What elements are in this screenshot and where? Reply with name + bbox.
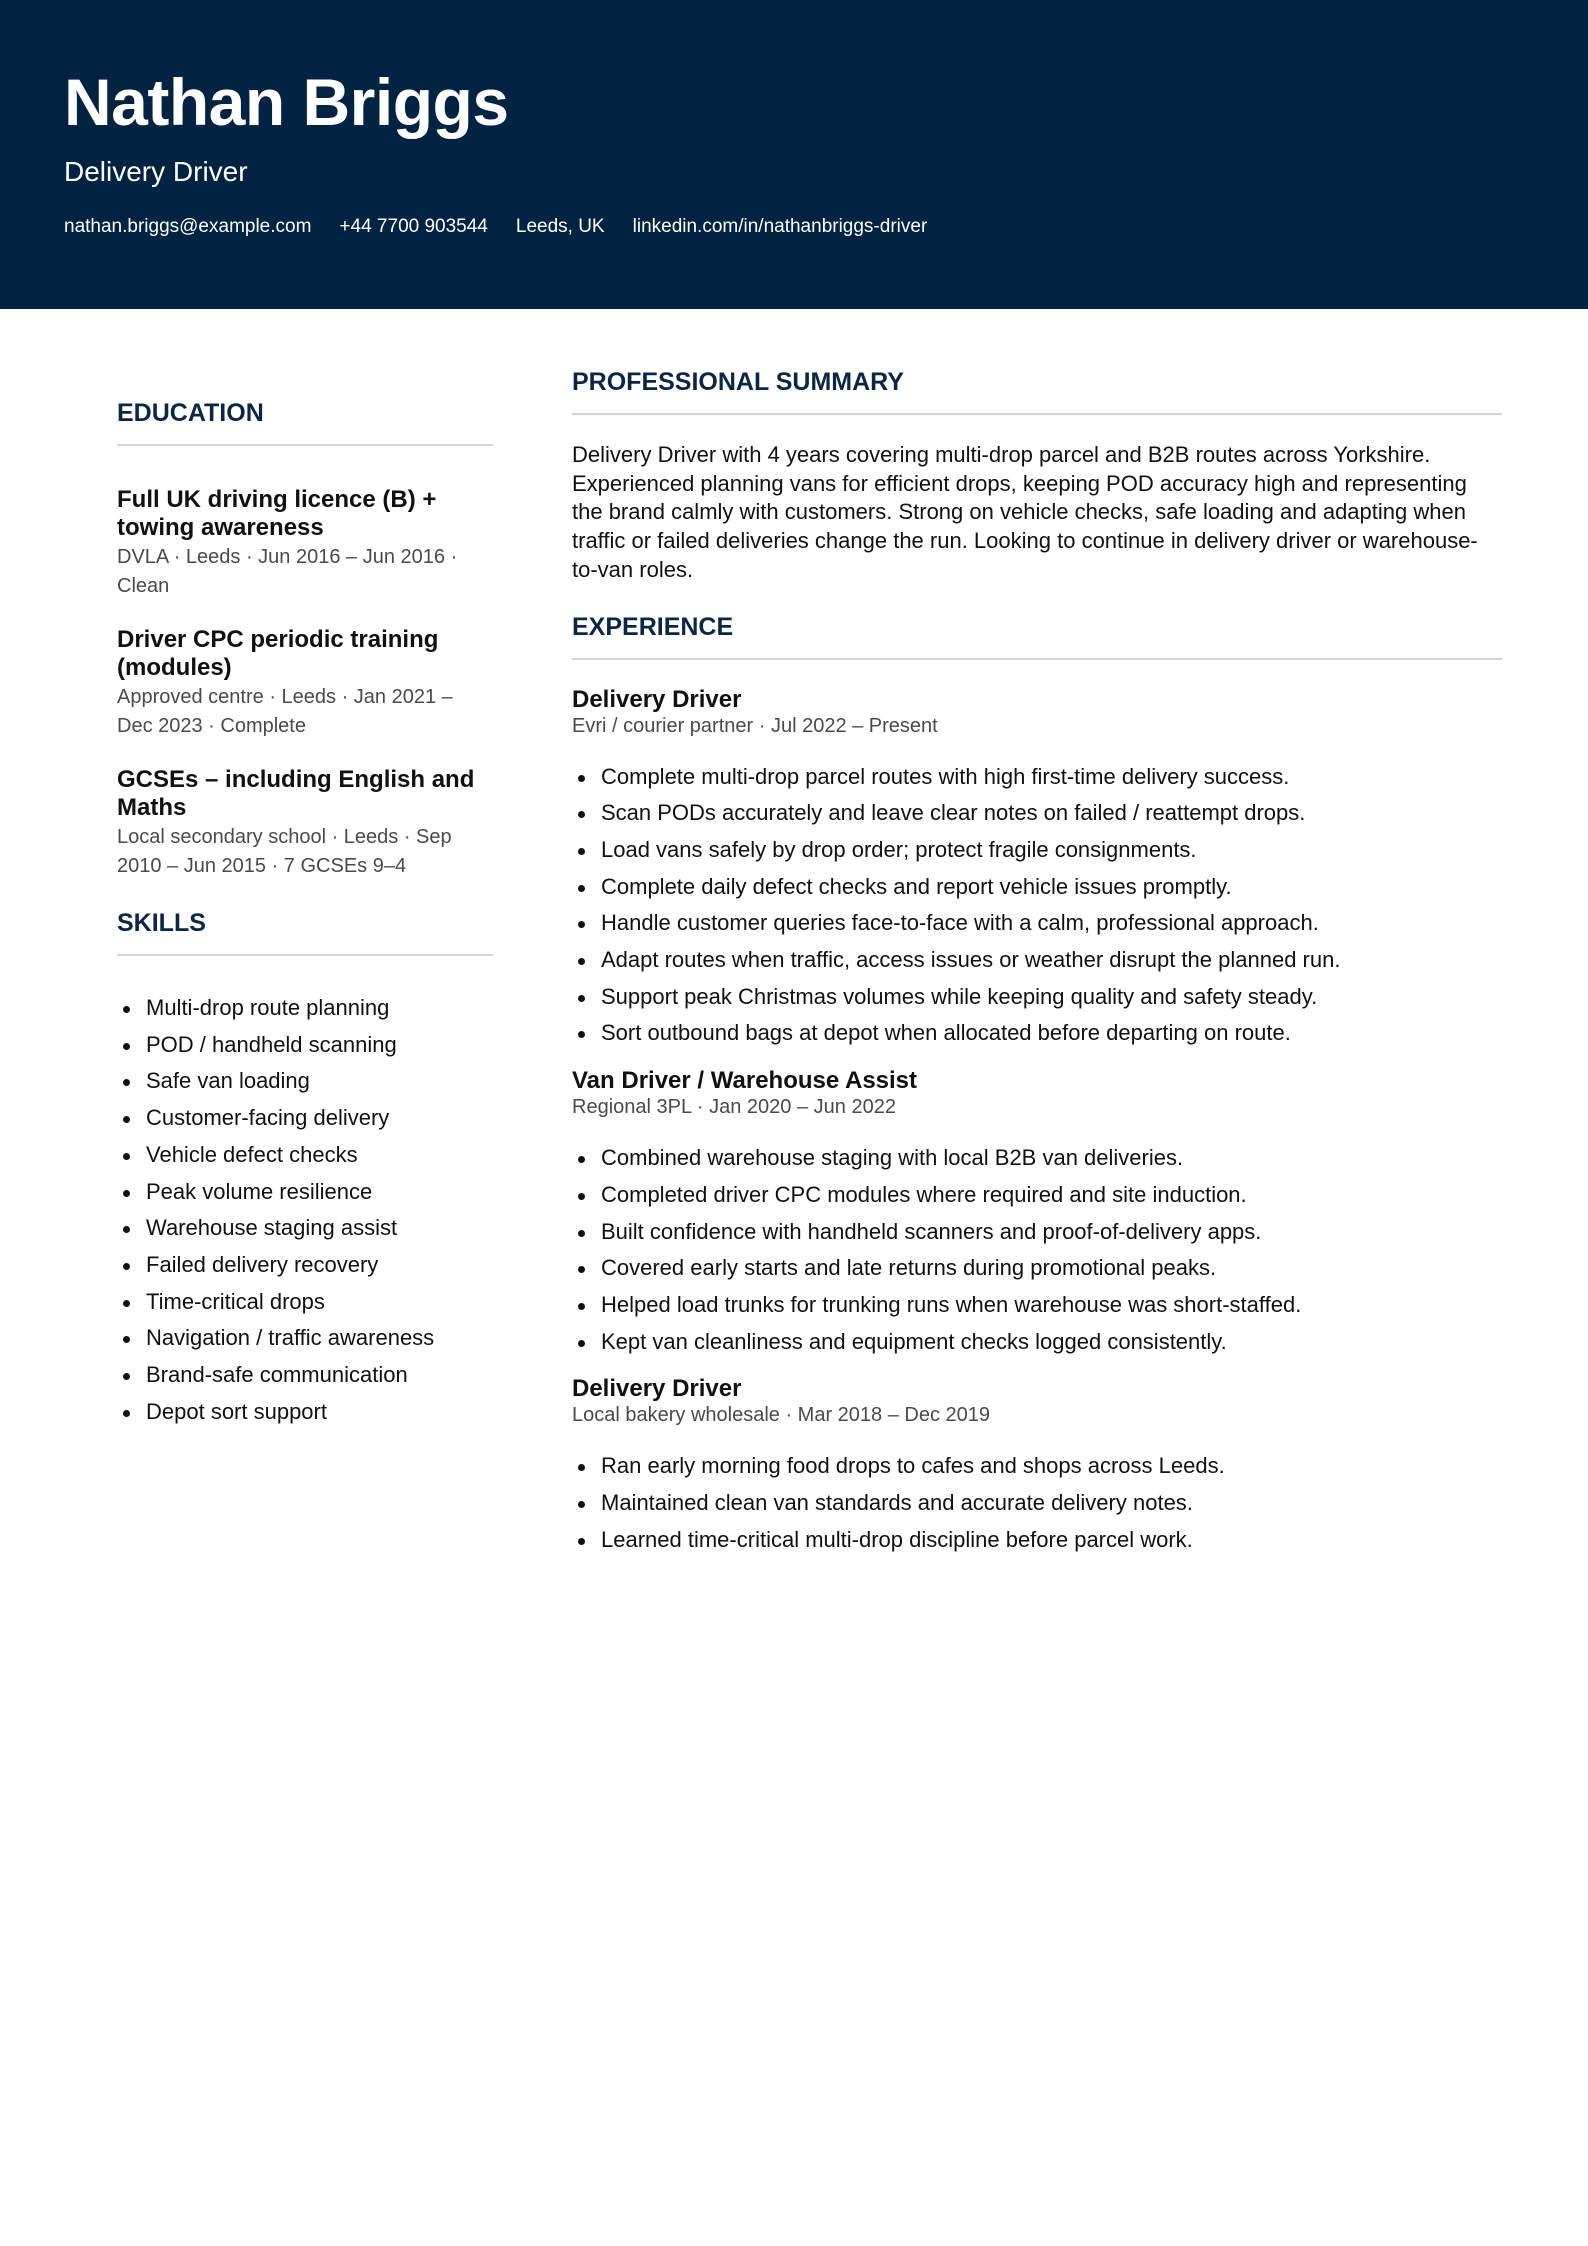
education-item: [117, 626, 493, 741]
summary-heading: PROFESSIONAL SUMMARY: [572, 365, 1502, 415]
job-entry: [572, 1374, 1502, 1558]
experience-list: [572, 685, 1502, 1559]
resume-header: [0, 0, 1588, 309]
job-role: Delivery Driver: [572, 685, 742, 713]
education-item: [117, 766, 493, 881]
skills-list: [117, 990, 493, 1430]
skills-heading: SKILLS: [117, 906, 493, 956]
skill-item: Failed delivery recovery: [117, 1247, 493, 1284]
education-name: Driver CPC periodic training (modules): [117, 626, 439, 681]
job-meta: Regional 3PL · Jan 2020 – Jun 2022: [572, 1096, 896, 1119]
skill-item: Warehouse staging assist: [117, 1210, 493, 1247]
job-bullet: Load vans safely by drop order; protect fragile consignments.: [572, 832, 1502, 869]
education-name: GCSEs – including English and Maths: [117, 766, 475, 821]
job-bullet: Learned time-critical multi-drop discipline before parcel work.: [572, 1522, 1502, 1559]
job-bullet: Combined warehouse staging with local B2B van deliveries.: [572, 1140, 1502, 1177]
experience-heading: EXPERIENCE: [572, 610, 1502, 660]
job-bullet: Built confidence with handheld scanners and proof-of-delivery apps.: [572, 1214, 1502, 1251]
skill-item: Customer-facing delivery: [117, 1100, 493, 1137]
job-bullet: Adapt routes when traffic, access issues or weather disrupt the planned run.: [572, 942, 1502, 979]
job-entry: [572, 685, 1502, 1053]
skill-item: Navigation / traffic awareness: [117, 1320, 493, 1357]
skill-item: Brand-safe communication: [117, 1357, 493, 1394]
job-bullets: [572, 759, 1502, 1053]
job-meta: Local bakery wholesale · Mar 2018 – Dec 2019: [572, 1404, 991, 1427]
education-meta: DVLA · Leeds · Jun 2016 – Jun 2016 · Clean: [117, 546, 458, 597]
job-role: Delivery Driver: [572, 1375, 742, 1403]
job-bullet: Helped load trunks for trunking runs when warehouse was short-staffed.: [572, 1287, 1502, 1324]
skill-item: Vehicle defect checks: [117, 1137, 493, 1174]
summary-text: Delivery Driver with 4 years covering multi-drop parcel and B2B routes across Yorkshire. Experienced planning vans for efficient drops, keeping POD accuracy high and representing the brand calmly with customers. Strong on vehicle checks, safe loading and adapting when traffic or failed deliveries change the run. Looking to continue in delivery driver or warehouse-to-van roles.: [572, 442, 1478, 582]
job-bullet: Handle customer queries face-to-face with a calm, professional approach.: [572, 905, 1502, 942]
job-bullet: Maintained clean van standards and accurate delivery notes.: [572, 1485, 1502, 1522]
candidate-name: Nathan Briggs: [64, 65, 509, 139]
job-entry: [572, 1066, 1502, 1360]
contact-location: Leeds, UK: [515, 216, 605, 237]
job-bullets: [572, 1140, 1502, 1360]
candidate-title: Delivery Driver: [64, 156, 248, 187]
job-bullet: Covered early starts and late returns during promotional peaks.: [572, 1250, 1502, 1287]
education-meta: Approved centre · Leeds · Jan 2021 – Dec 2023 · Complete: [117, 686, 453, 737]
job-bullet: Kept van cleanliness and equipment checks logged consistently.: [572, 1324, 1502, 1361]
education-item: [117, 486, 493, 601]
skill-item: POD / handheld scanning: [117, 1027, 493, 1064]
skill-item: Multi-drop route planning: [117, 990, 493, 1027]
contact-phone[interactable]: +44 7700 903544: [339, 216, 488, 237]
job-role: Van Driver / Warehouse Assist: [572, 1067, 918, 1095]
job-bullets: [572, 1448, 1502, 1558]
contact-email[interactable]: nathan.briggs@example.com: [64, 216, 312, 237]
job-bullet: Sort outbound bags at depot when allocated before departing on route.: [572, 1015, 1502, 1052]
job-bullet: Completed driver CPC modules where required and site induction.: [572, 1177, 1502, 1214]
skill-item: Time-critical drops: [117, 1284, 493, 1321]
contact-linkedin[interactable]: linkedin.com/in/nathanbriggs-driver: [632, 216, 928, 237]
education-name: Full UK driving licence (B) + towing awareness: [117, 486, 437, 541]
education-list: [117, 486, 493, 881]
education-meta: Local secondary school · Leeds · Sep 2010 – Jun 2015 · 7 GCSEs 9–4: [117, 826, 452, 877]
job-bullet: Complete daily defect checks and report vehicle issues promptly.: [572, 869, 1502, 906]
job-bullet: Scan PODs accurately and leave clear notes on failed / reattempt drops.: [572, 795, 1502, 832]
main-column: [572, 365, 1502, 1572]
job-bullet: Support peak Christmas volumes while keeping quality and safety steady.: [572, 979, 1502, 1016]
job-meta: Evri / courier partner · Jul 2022 – Present: [572, 714, 938, 737]
sidebar: [117, 396, 493, 1430]
job-bullet: Complete multi-drop parcel routes with high first-time delivery success.: [572, 759, 1502, 796]
education-heading: EDUCATION: [117, 396, 493, 446]
skill-item: Depot sort support: [117, 1394, 493, 1431]
skill-item: Peak volume resilience: [117, 1174, 493, 1211]
job-bullet: Ran early morning food drops to cafes and shops across Leeds.: [572, 1448, 1502, 1485]
contact-bar: [64, 213, 927, 241]
skill-item: Safe van loading: [117, 1063, 493, 1100]
